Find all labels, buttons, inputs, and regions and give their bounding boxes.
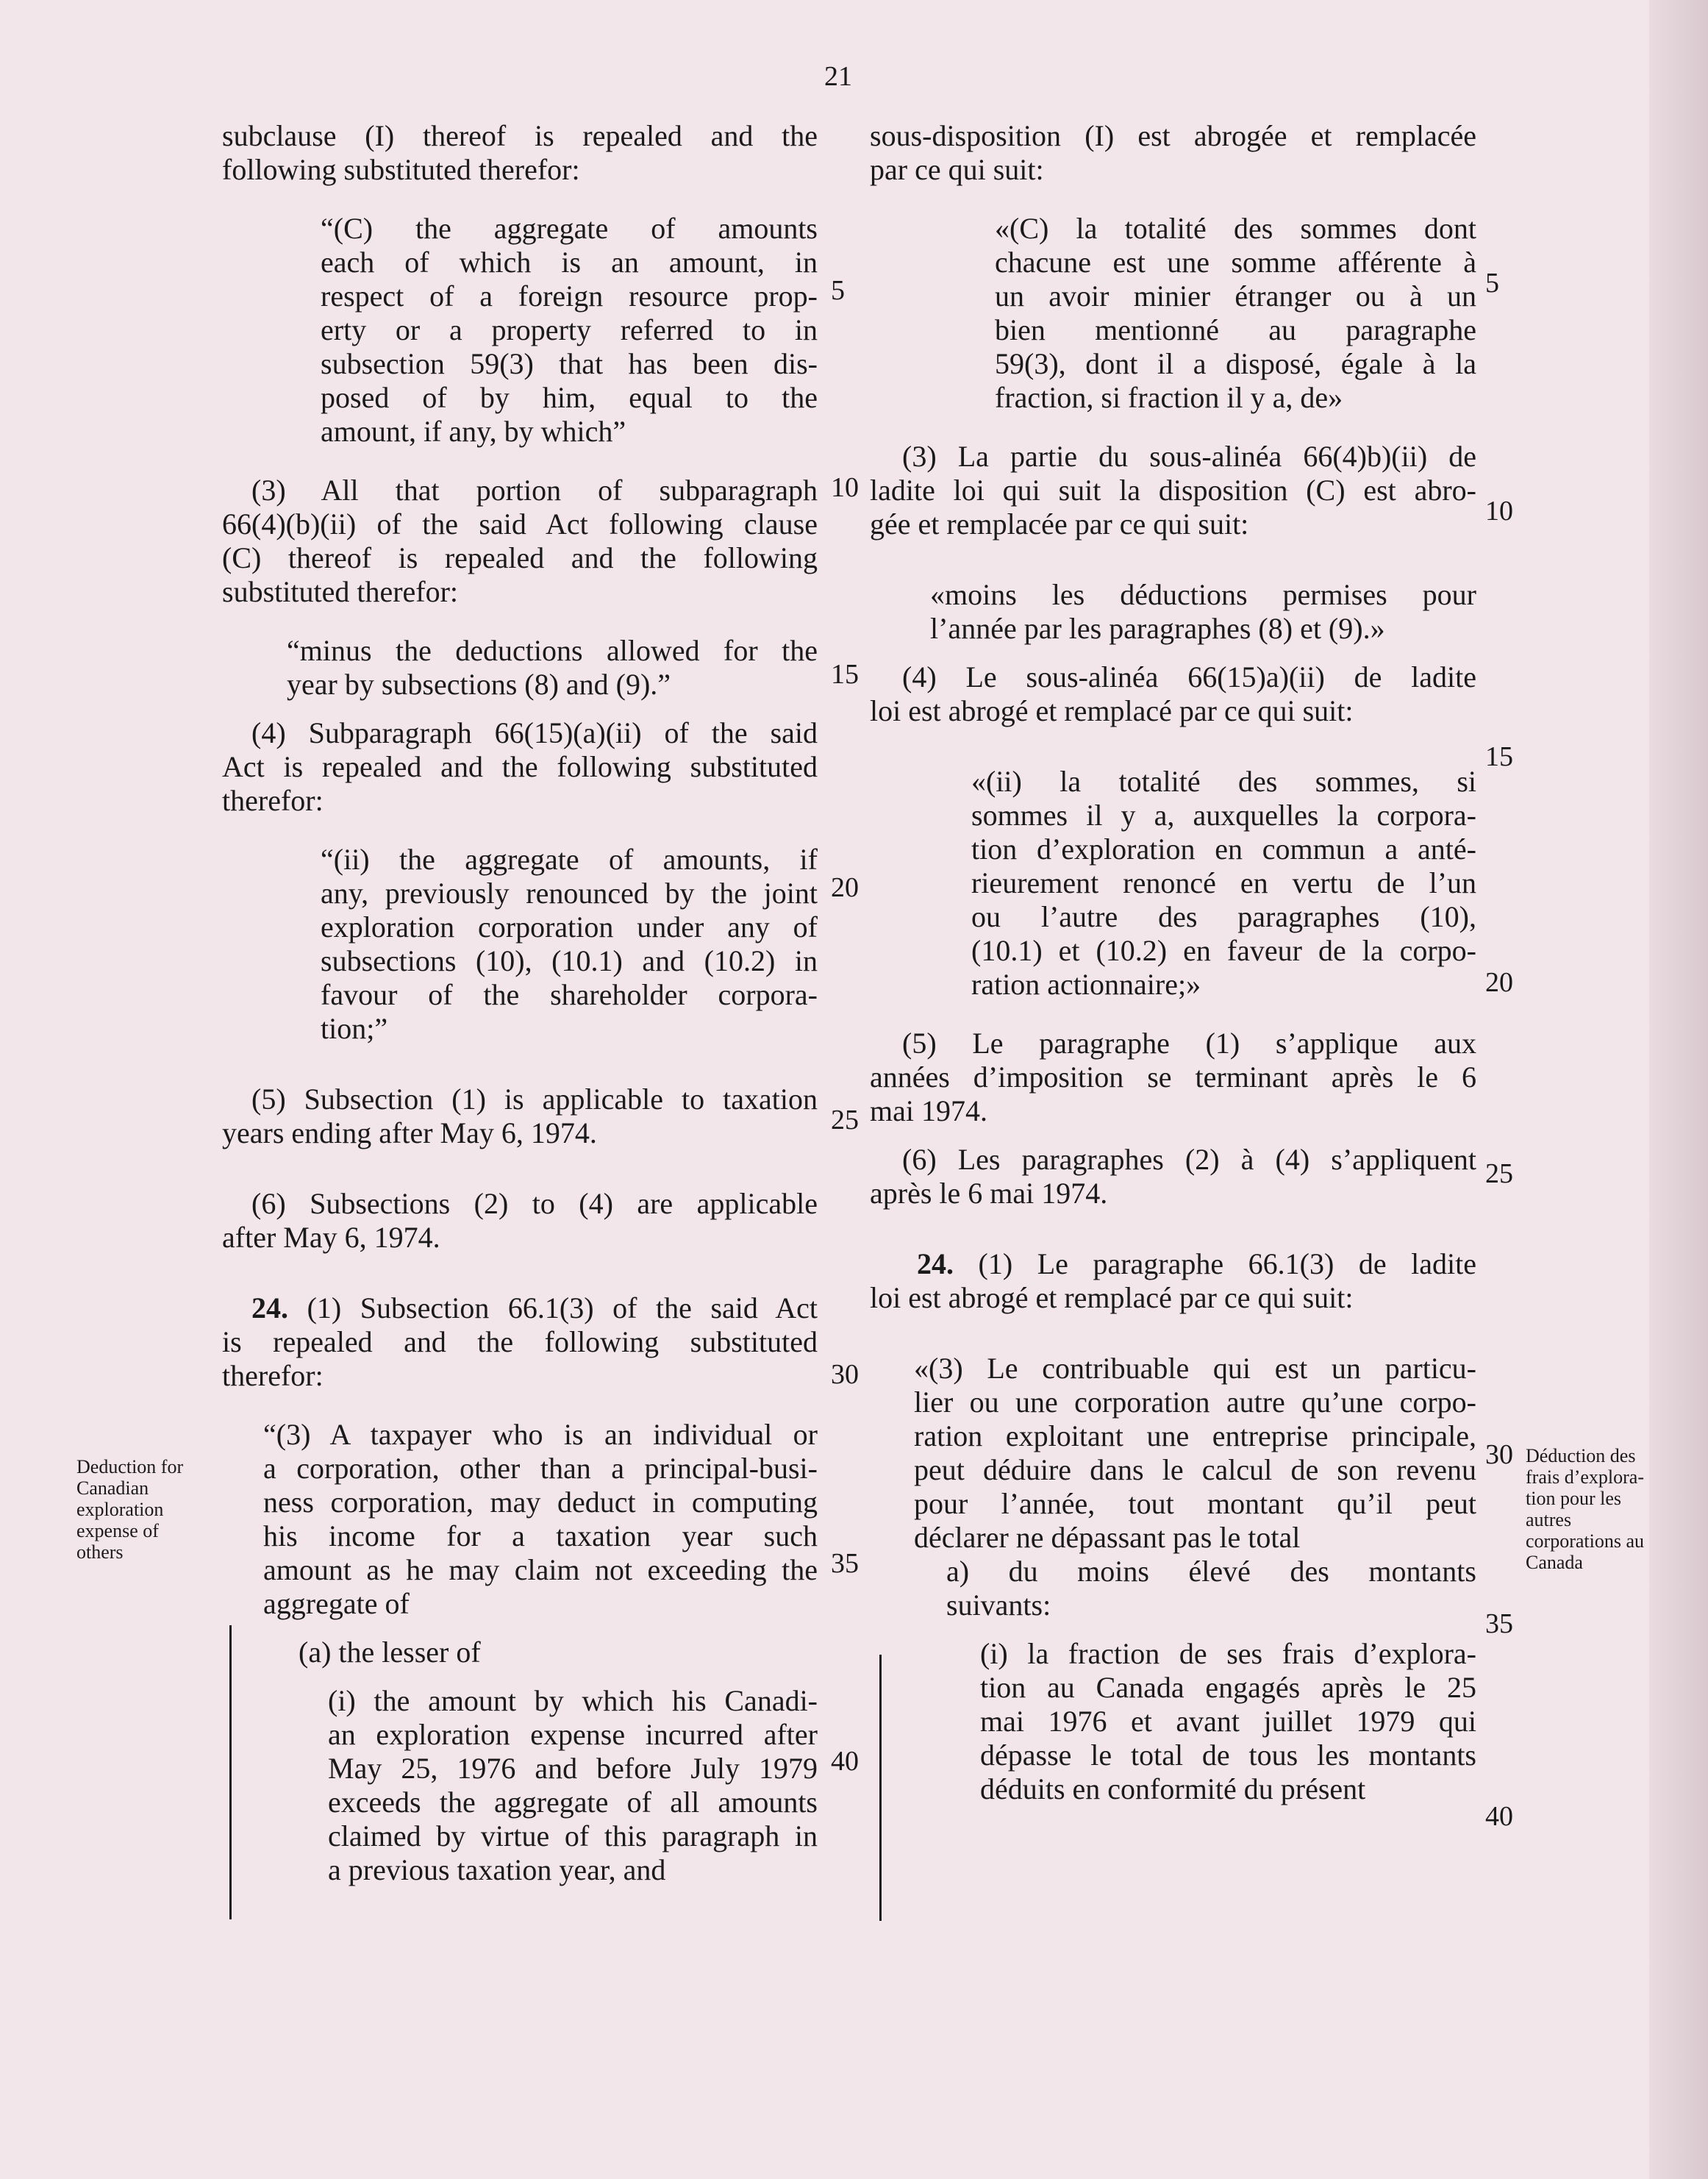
line-number-en: 5 [831,275,845,306]
fr-para-3-line: gée et remplacée par ce qui suit: [870,507,1249,541]
en-item-a: (a) the lesser of [299,1636,481,1669]
fr-para-5-line: mai 1974. [870,1094,987,1127]
line-number-fr: 35 [1485,1608,1513,1639]
line-number-en: 15 [831,659,859,690]
en-para-24-text: (1) Subsection 66.1(3) of the said Act [307,1291,818,1324]
en-item-i [222,1684,818,1887]
fr-quote-ii-line: tion d’exploration en commun a anté- [971,832,1476,866]
revision-bar-fr [879,1655,882,1921]
fr-para-6-line: (6) Les paragraphes (2) à (4) s’appliquent [902,1143,1476,1176]
en-para-4-line: (4) Subparagraph 66(15)(a)(ii) of the said [251,716,818,749]
en-para-a-line: following substituted therefor: [222,153,580,186]
fr-para-3-line: ladite loi qui suit la disposition (C) est abro- [870,474,1476,507]
en-quote-3-line: his income for a taxation year such [263,1519,818,1552]
line-number-fr: 40 [1485,1801,1513,1832]
line-number-en: 20 [831,872,859,903]
fr-quote-minus-line: l’année par les paragraphes (8) et (9).» [930,612,1385,645]
fr-quote-c-line: «(C) la totalité des sommes dont [995,212,1476,245]
fr-item-a-line: a) du moins élevé des montants [946,1555,1476,1588]
margin-note-en-line: expense of [76,1520,159,1541]
fr-quote-3-line: pour l’année, tout montant qu’il peut [914,1487,1476,1520]
fr-para-4-line: (4) Le sous-alinéa 66(15)a)(ii) de ladite [902,660,1476,693]
en-para-3-line: (3) All that portion of subparagraph [251,474,818,507]
en-para-5-line: years ending after May 6, 1974. [222,1116,597,1149]
fr-item-a [870,1555,1476,1622]
fr-para-24-line: loi est abrogé et remplacé par ce qui suit: [870,1281,1354,1314]
line-number-fr: 5 [1485,268,1499,299]
en-para-5-line: (5) Subsection (1) is applicable to taxation [251,1083,818,1116]
page-number: 21 [824,61,852,92]
en-quote-minus [222,634,818,702]
margin-note-en-line: Deduction for [76,1456,184,1477]
fr-quote-3-line: ration exploitant une entreprise principale, [914,1419,1476,1452]
fr-quote-minus [870,578,1476,646]
en-para-3-line: 66(4)(b)(ii) of the said Act following clause [222,507,818,541]
line-number-en: 10 [831,472,859,503]
fr-item-i-line: mai 1976 et avant juillet 1979 qui [980,1705,1476,1738]
fr-section-24-number: 24. [917,1247,954,1280]
fr-item-i-line: (i) la fraction de ses frais d’explora- [980,1637,1476,1670]
margin-note-fr-line: Déduction des [1526,1445,1636,1466]
en-item-i-line: claimed by virtue of this paragraph in [328,1819,818,1852]
fr-quote-ii-line: ou l’autre des paragraphes (10), [971,900,1476,933]
en-quote-c-line: erty or a property referred to in [321,313,818,346]
fr-quote-ii-line: sommes il y a, auxquelles la corpora- [971,799,1476,832]
en-item-i-line: an exploration expense incurred after [328,1718,818,1751]
french-column [870,119,1476,1806]
line-number-en: 25 [831,1105,859,1135]
en-para-4-line: therefor: [222,784,324,817]
line-number-en: 35 [831,1548,859,1579]
fr-item-i-line: déduits en conformité du présent [980,1772,1366,1805]
line-number-fr: 25 [1485,1158,1513,1189]
en-quote-3-line: amount as he may claim not exceeding the [263,1553,818,1586]
en-quote-ii-line: exploration corporation under any of [321,910,818,944]
fr-quote-minus-line: «moins les déductions permises pour [930,578,1476,611]
margin-note-fr-line: tion pour les [1526,1488,1621,1509]
en-item-i-line: May 25, 1976 and before July 1979 [328,1752,818,1785]
en-item-i-line: exceeds the aggregate of all amounts [328,1786,818,1819]
fr-quote-ii-line: rieurement renoncé en vertu de l’un [971,866,1476,899]
margin-note-en-line: exploration [76,1499,164,1520]
en-quote-ii-line: subsections (10), (10.1) and (10.2) in [321,944,818,977]
margin-note-fr [1526,1445,1673,1573]
fr-quote-ii [870,765,1476,1002]
en-quote-ii-line: tion;” [321,1012,388,1045]
en-quote-c [222,212,818,449]
en-item-i-line: a previous taxation year, and [328,1853,666,1886]
en-item-i-line: (i) the amount by which his Canadi- [328,1684,818,1717]
en-quote-3-line: “(3) A taxpayer who is an individual or [263,1418,818,1451]
revision-bar-en [229,1625,232,1919]
margin-note-en-line: others [76,1541,124,1563]
line-number-fr: 20 [1485,967,1513,998]
en-para-a-line: subclause (I) thereof is repealed and the [222,119,818,152]
line-number-fr: 15 [1485,741,1513,772]
en-para-6-line: (6) Subsections (2) to (4) are applicable [251,1187,818,1220]
fr-item-i-line: dépasse le total de tous les montants [980,1738,1476,1772]
fr-quote-c-line: fraction, si fraction il y a, de» [995,381,1343,414]
en-quote-c-line: each of which is an amount, in [321,246,818,279]
fr-para-24-line [870,1247,1476,1281]
fr-item-i-line: tion au Canada engagés après le 25 [980,1671,1476,1704]
en-quote-3-line: a corporation, other than a principal-busi- [263,1452,818,1485]
line-number-en: 40 [831,1746,859,1777]
fr-para-3-line: (3) La partie du sous-alinéa 66(4)b)(ii) de [902,440,1476,473]
en-quote-3-line: ness corporation, may deduct in computing [263,1486,818,1519]
fr-quote-c-line: un avoir minier étranger ou à un [995,279,1476,313]
fr-item-i [870,1637,1476,1806]
fr-quote-3-line: peut déduire dans le calcul de son revenu [914,1453,1476,1486]
en-quote-ii [222,843,818,1046]
margin-note-fr-line: frais d’explora- [1526,1466,1644,1488]
fr-quote-ii-line: «(ii) la totalité des sommes, si [971,765,1476,798]
fr-quote-3 [870,1352,1476,1555]
en-para-3-line: substituted therefor: [222,575,459,608]
margin-note-en-line: Canadian [76,1477,149,1499]
en-quote-3-line: aggregate of [263,1587,410,1620]
fr-quote-c-line: bien mentionné au paragraphe [995,313,1476,346]
en-quote-minus-line: year by subsections (8) and (9).” [287,668,671,701]
en-quote-c-line: amount, if any, by which” [321,415,626,448]
en-para-3-line: (C) thereof is repealed and the following [222,541,818,574]
line-number-fr: 30 [1485,1439,1513,1470]
fr-quote-c [870,212,1476,415]
en-quote-c-line: subsection 59(3) that has been dis- [321,347,818,380]
fr-para-5-line: années d’imposition se terminant après le 6 [870,1060,1476,1094]
fr-quote-c-line: 59(3), dont il a disposé, égale à la [995,347,1476,380]
fr-quote-ii-line: (10.1) et (10.2) en faveur de la corpo- [971,934,1476,967]
en-quote-c-line: “(C) the aggregate of amounts [321,212,818,245]
en-quote-ii-line: “(ii) the aggregate of amounts, if [321,843,818,876]
margin-note-fr-line: autres [1526,1509,1572,1530]
en-quote-c-line: posed of by him, equal to the [321,381,818,414]
fr-para-a-line: sous-disposition (I) est abrogée et remplacée [870,119,1476,152]
en-para-6-line: after May 6, 1974. [222,1221,440,1254]
fr-para-4-line: loi est abrogé et remplacé par ce qui suit: [870,694,1354,727]
fr-para-6-line: après le 6 mai 1974. [870,1177,1108,1210]
fr-quote-3-line: «(3) Le contribuable qui est un particu- [914,1352,1476,1385]
fr-item-a-line: suivants: [946,1588,1051,1622]
line-number-fr: 10 [1485,496,1513,527]
en-para-24-line: therefor: [222,1359,324,1392]
fr-quote-ii-line: ration actionnaire;» [971,968,1201,1001]
page-edge-shadow [1649,0,1708,2179]
en-para-24-line: is repealed and the following substituted [222,1325,818,1358]
margin-note-en [76,1456,209,1563]
margin-note-fr-line: Canada [1526,1552,1583,1573]
en-para-4-line: Act is repealed and the following substituted [222,750,818,783]
en-quote-c-line: respect of a foreign resource prop- [321,279,818,313]
fr-quote-3-line: lier ou une corporation autre qu’une corpo- [914,1385,1476,1419]
fr-para-24-text: (1) Le paragraphe 66.1(3) de ladite [978,1247,1476,1280]
fr-para-a-line: par ce qui suit: [870,153,1044,186]
line-number-en: 30 [831,1359,859,1390]
english-column [222,119,818,1887]
fr-quote-c-line: chacune est une somme afférente à [995,246,1476,279]
fr-quote-3-line: déclarer ne dépassant pas le total [914,1521,1301,1554]
fr-para-5-line: (5) Le paragraphe (1) s’applique aux [902,1027,1476,1060]
en-quote-ii-line: favour of the shareholder corpora- [321,978,818,1011]
en-quote-ii-line: any, previously renounced by the joint [321,877,818,910]
en-para-24-line [222,1291,818,1325]
en-section-24-number: 24. [251,1291,288,1324]
en-quote-3 [222,1418,818,1621]
en-quote-minus-line: “minus the deductions allowed for the [287,634,818,667]
margin-note-fr-line: corporations au [1526,1530,1645,1552]
